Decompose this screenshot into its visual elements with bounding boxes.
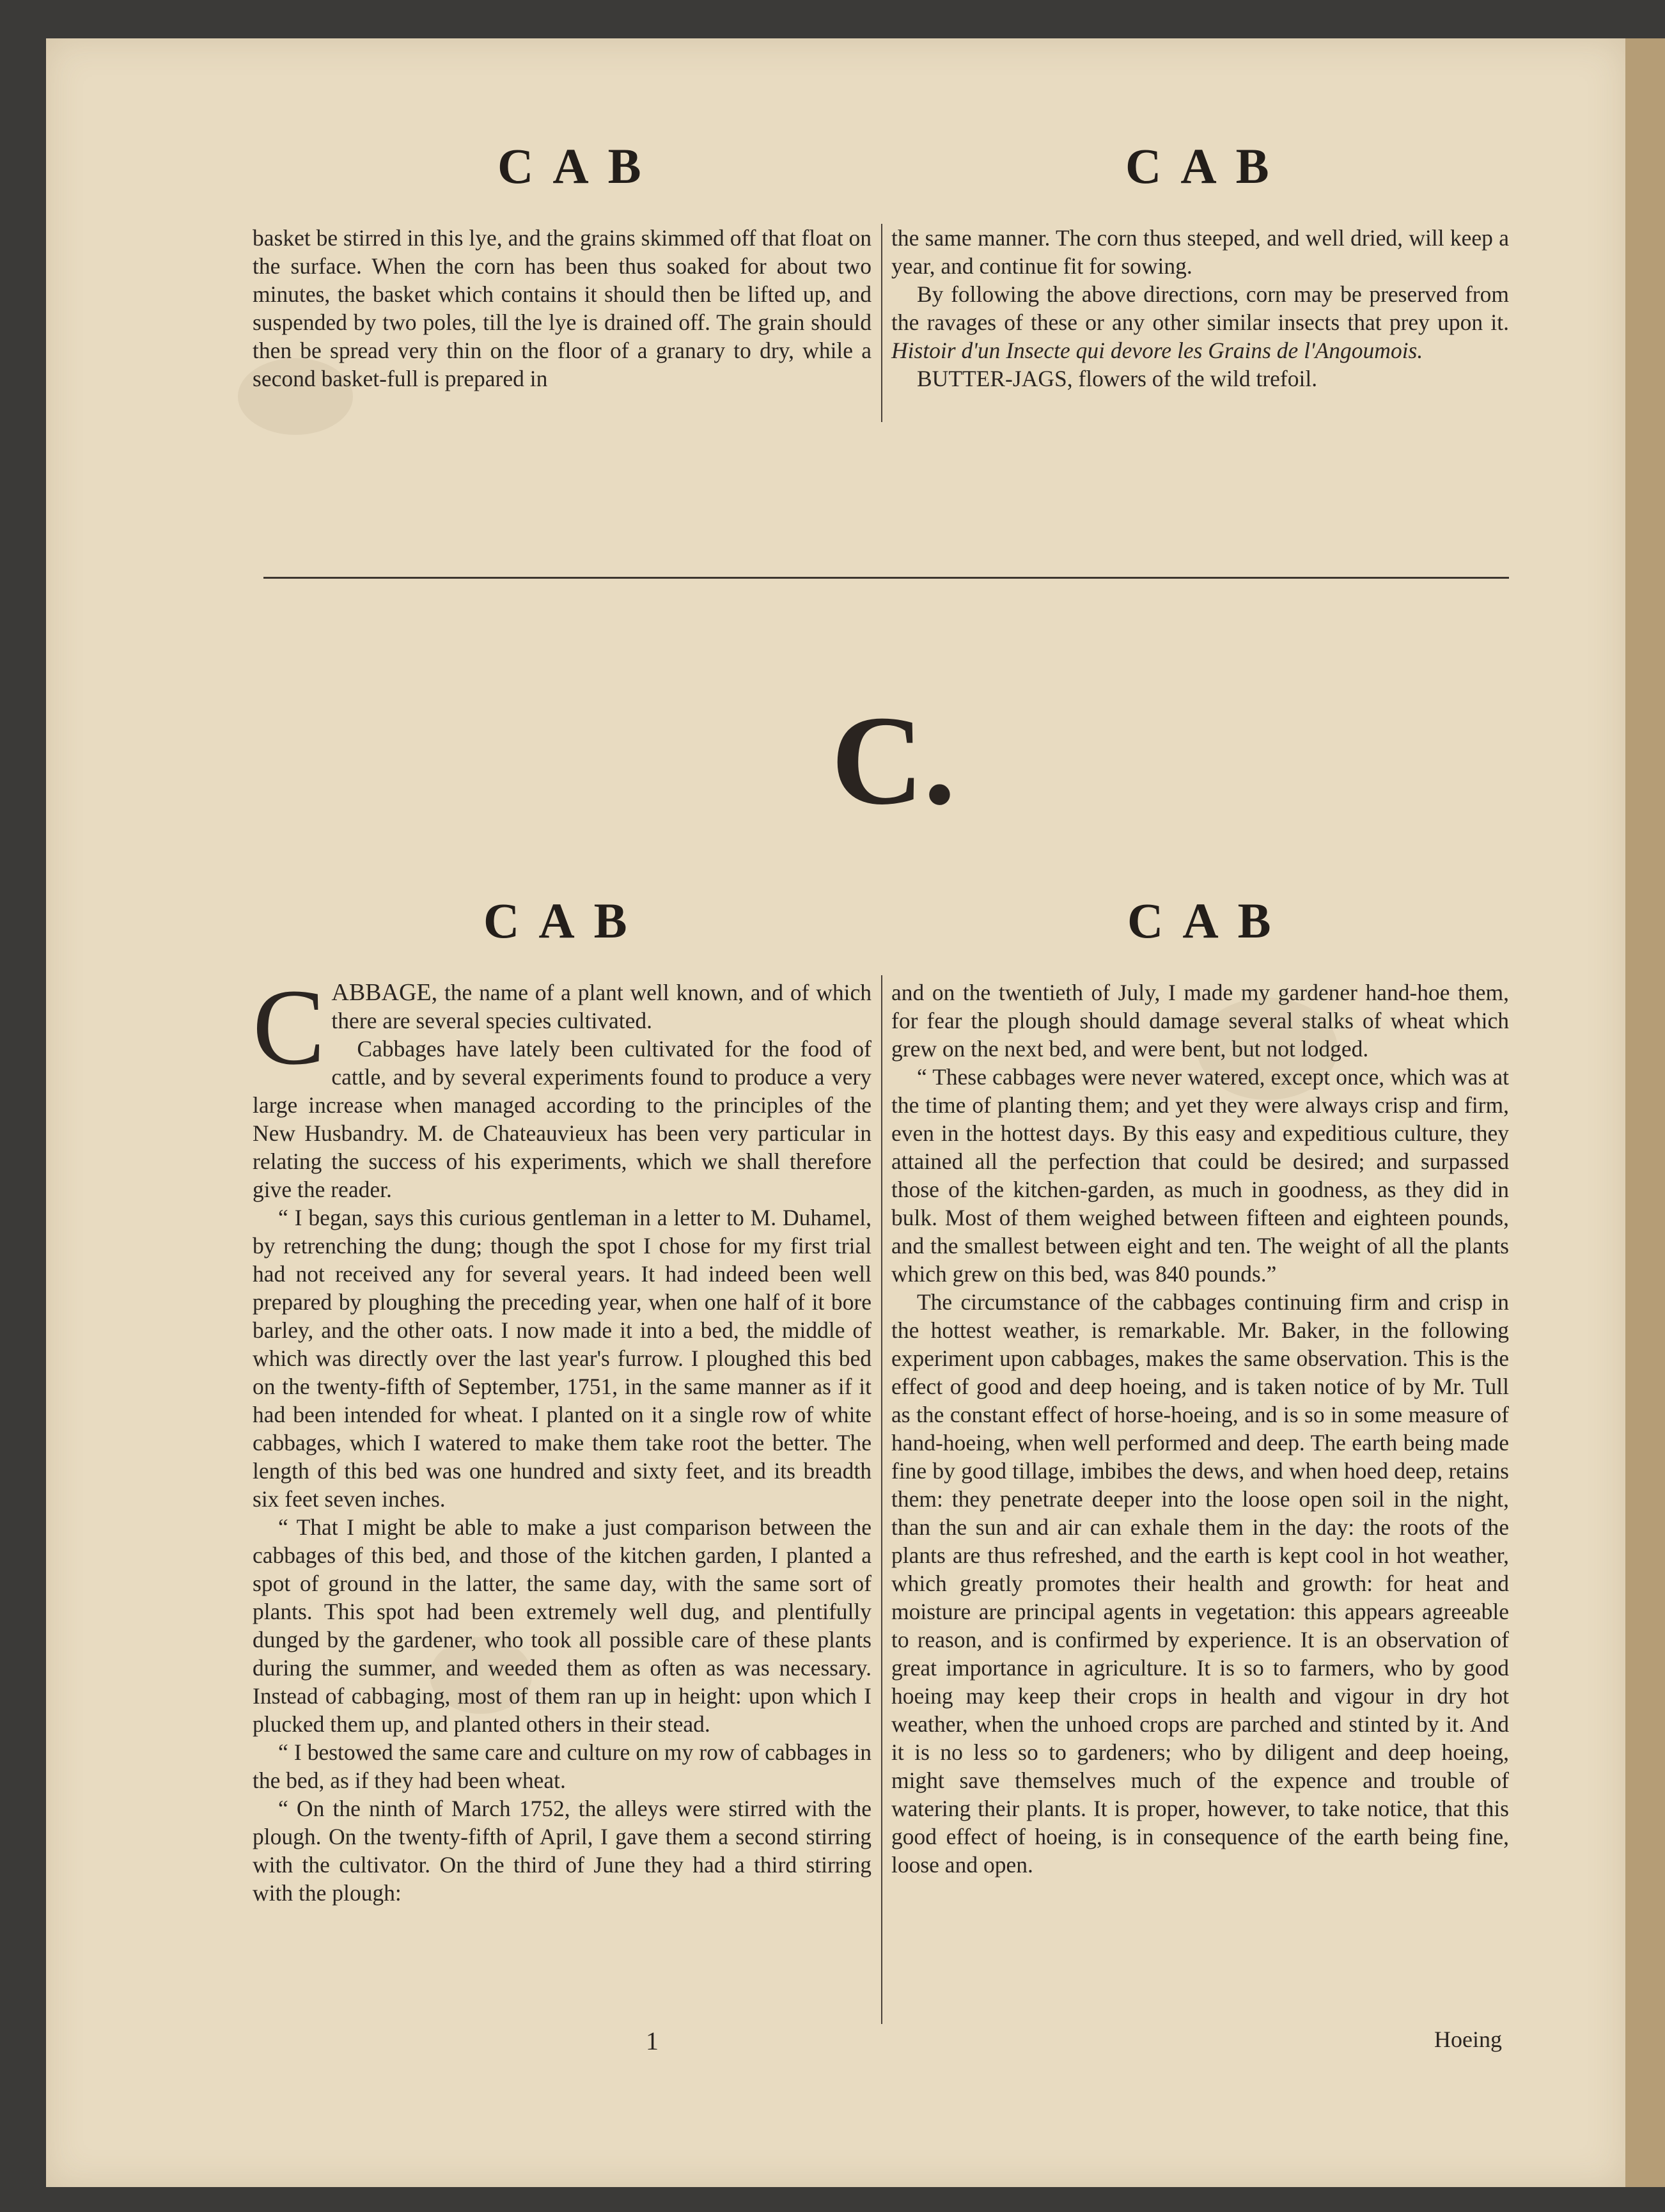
paragraph: the same manner. The corn thus steeped, and well dried, will keep a year, and continue fit for sowing. (891, 225, 1509, 279)
drop-cap: C (253, 967, 325, 1087)
section-letter: C. (831, 690, 956, 831)
catchword: Hoeing (1434, 2027, 1502, 2052)
paragraph: and on the twentieth of July, I made my gardener hand-hoe them, for fear the plough should damage several stalks of wheat which grew on the next bed, and were bent, but not lodged. (891, 980, 1509, 1062)
entry-butter-jags (891, 365, 1509, 393)
paragraph: “ These cabbages were never watered, except once, which was at the time of planting them; and yet they were always crisp and firm, even in the hottest days. By this easy and expeditious culture, they attained all the perfection that could be desired; and surpassed those of the kitchen-garden, as much in goodness, as they did in bulk. Most of them weighed between fifteen and eighteen pounds, and the smallest between eight and ten. The weight of all the plants which grew on this bed, was 840 pounds.” (891, 1064, 1509, 1287)
entry-definition: the name of a plant well known, and of which there are several species cultivated. (331, 980, 872, 1033)
running-head-left: CAB (483, 893, 646, 948)
page-edge (1625, 38, 1665, 2187)
top-left-column (253, 224, 872, 393)
running-head-left: CAB (497, 138, 661, 194)
paragraph (891, 280, 1509, 365)
paragraph: “ On the ninth of March 1752, the alleys were stirred with the plough. On the twenty-fifth of April, I gave them a second stirring with the cultivator. On the third of June they had a third stirring with the plough: (253, 1796, 872, 1906)
running-head-right: CAB (1127, 893, 1290, 948)
bottom-right-column (891, 978, 1509, 1879)
paragraph: “ That I might be able to make a just comparison between the cabbages of this bed, and those of the kitchen garden, I planted a spot of ground in the latter, the same day, with the same sort of plants. This spot had been extremely well dug, and plentifully dunged by the gardener, who took all possible care of these plants during the summer, and weeded them as often as was necessary. Instead of cabbaging, most of them ran up in height: upon which I plucked them up, and planted others in their stead. (253, 1514, 872, 1737)
citation: Histoir d'un Insecte qui devore les Grains de l'Angoumois. (891, 338, 1423, 363)
running-head-right: CAB (1125, 138, 1288, 194)
paragraph: Cabbages have lately been cultivated for the food of cattle, and by several experiments found to produce a very large increase when managed according to the principles of the New Husbandry. M. de Chateauvieux has been very particular in relating the success of his experiments, which we shall therefore give the reader. (253, 1036, 872, 1202)
paragraph-text: By following the above directions, corn may be preserved from the ravages of these or any other similar insects that prey upon it. (891, 281, 1509, 335)
paragraph: “ I bestowed the same care and culture on my row of cabbages in the bed, as if they had been wheat. (253, 1739, 872, 1793)
page-number: 1 (646, 2027, 659, 2055)
bottom-left-column (253, 967, 872, 1907)
paragraph: basket be stirred in this lye, and the grains skimmed off that float on the surface. When the corn has been thus soaked for about two minutes, the basket which contains it should then be lifted up, and suspended by two poles, till the lye is drained off. The grain should then be spread very thin on the floor of a granary to dry, while a second basket-full is prepared in (253, 225, 872, 391)
column-rule (881, 224, 882, 422)
paragraph: The circumstance of the cabbages continuing firm and crisp in the hottest weather, is remarkable. Mr. Baker, in the following experiment upon cabbages, makes the same observation. This is the effect of good and deep hoeing, and is taken notice of by Mr. Tull as the constant effect of horse-hoeing, and is so in some measure of hand-hoeing, when well performed and deep. The earth being made fine by good tillage, imbibes the dews, and when hoed deep, retains them: they penetrate deeper into the loose open soil in the night, than the sun and air can exhale them in the day: the roots of the plants are thus refreshed, and the earth is kept cool in hot weather, which greatly promotes their health and growth: for heat and moisture are principal agents in vegetation: this appears agreeable to reason, and is confirmed by experience. It is an observation of great importance in agriculture. It is so to farmers, who by good hoeing may keep their crops in health and vigour in dry hot weather, when the unhoed crops are parched and stinted by it. And it is no less so to gardeners; who by diligent and deep hoeing, might save themselves much of the expence and trouble of watering their plants. It is proper, however, to take notice, that this good effect of hoeing, is in consequence of the earth being fine, loose and open. (891, 1289, 1509, 1878)
entry-cabbage (253, 967, 872, 1087)
entry-term: ABBAGE, (331, 979, 438, 1006)
paragraph: “ I began, says this curious gentleman in a letter to M. Duhamel, by retrenching the dung; though the spot I chose for my first trial had not received any for several years. It had indeed been well prepared by ploughing the preceding year, when one half of it bore barley, and the other oats. I now made it into a bed, the middle of which was directly over the last year's furrow. I ploughed this bed on the twenty-fifth of September, 1751, in the same manner as if it had been intended for wheat. I planted on it a single row of white cabbages, which I watered to make them take root the better. The length of this bed was one hundred and sixty feet, and its breadth six feet seven inches. (253, 1205, 872, 1512)
top-right-column (891, 224, 1509, 393)
entry-definition: flowers of the wild trefoil. (1078, 366, 1318, 391)
entry-term: BUTTER-JAGS, (917, 366, 1073, 391)
column-rule (881, 975, 882, 2024)
section-divider (263, 577, 1509, 579)
